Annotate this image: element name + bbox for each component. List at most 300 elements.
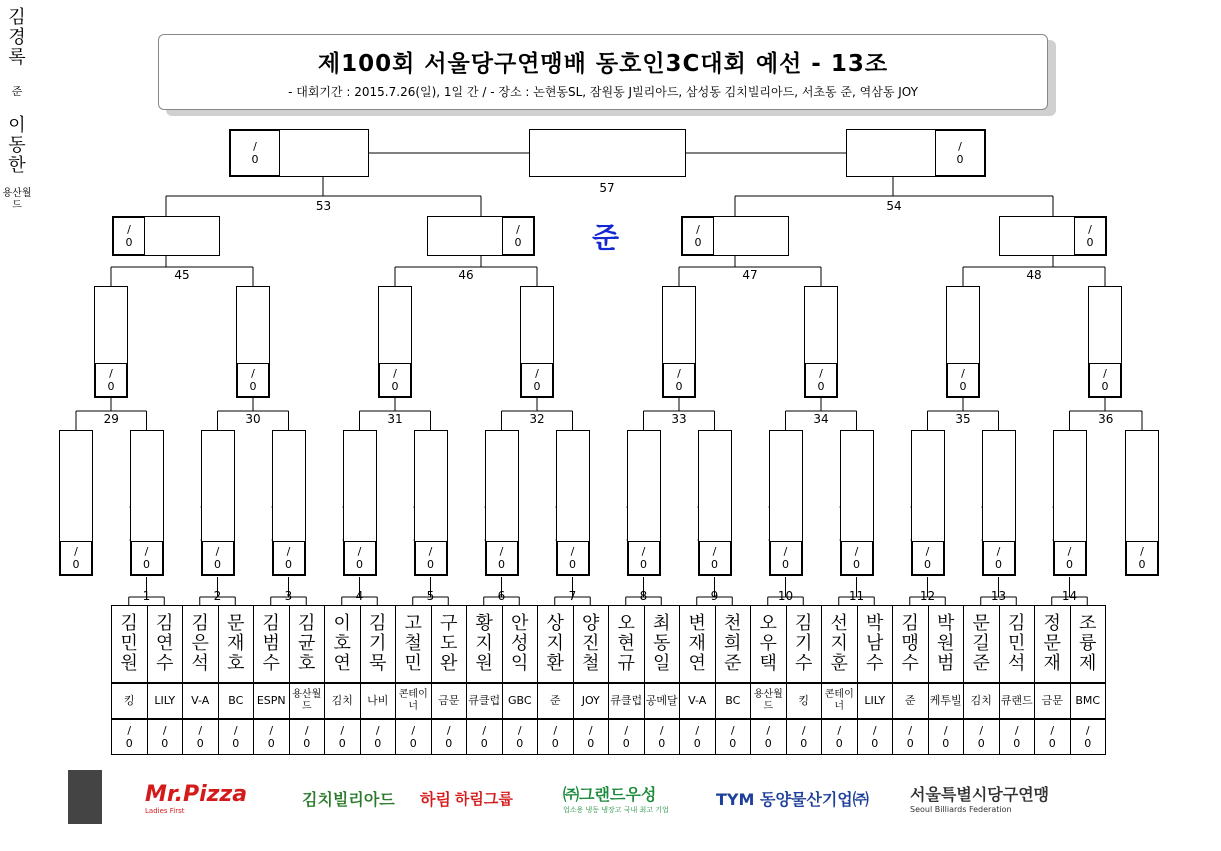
player-name	[360, 605, 397, 683]
score-slash: /	[233, 724, 238, 737]
match-number: 35	[955, 412, 971, 426]
player-name	[395, 605, 432, 683]
slot-score	[131, 541, 163, 575]
score-value: 0	[551, 737, 559, 750]
score-value: 0	[853, 558, 860, 571]
player-club: LILY	[857, 683, 894, 719]
score-slash: /	[696, 223, 700, 236]
score-value: 0	[356, 558, 363, 571]
player-name-char: 김	[156, 613, 174, 634]
player-name-char: 석	[1008, 653, 1026, 674]
player-name-char: 천	[724, 613, 742, 634]
score-slash: /	[144, 545, 149, 558]
player-name	[786, 605, 823, 683]
score-slash: /	[624, 724, 629, 737]
player-name	[218, 605, 255, 683]
score-slash: /	[411, 724, 416, 737]
player-club: 나비	[360, 683, 397, 719]
player-club: V-A	[182, 683, 219, 719]
center-venue-mark: 준	[592, 221, 620, 254]
player-name-char: 남	[866, 633, 884, 654]
match-number: 13	[990, 589, 1007, 603]
score-slash: /	[677, 367, 681, 380]
score-value: 0	[658, 737, 666, 750]
score-value: 0	[800, 737, 808, 750]
player-club: 공메달	[644, 683, 681, 719]
score-value: 0	[675, 380, 683, 393]
seed-club-left: 준	[11, 85, 23, 98]
slot-score	[1089, 363, 1121, 397]
player-name-char: 문	[1043, 633, 1061, 654]
score-value: 0	[125, 737, 133, 750]
player-name-char: 일	[653, 653, 671, 674]
player-name-char: 제	[1079, 653, 1097, 674]
player-name	[715, 605, 752, 683]
player-name	[608, 605, 645, 683]
player-name-char: 양	[582, 613, 600, 634]
score-value: 0	[835, 737, 843, 750]
page-title: 제100회 서울당구연맹배 동호인3C대회 예선 - 13조	[317, 51, 889, 77]
slot-score	[237, 363, 269, 397]
score-slash: /	[1088, 223, 1092, 236]
player-name	[821, 605, 858, 683]
player-name-char: 훈	[830, 653, 848, 674]
player-club: 큐클럽	[608, 683, 645, 719]
score-slash: /	[570, 545, 575, 558]
player-name	[111, 605, 148, 683]
sponsor-logo	[716, 782, 896, 814]
score-value: 0	[214, 558, 221, 571]
score-value: 0	[1138, 558, 1146, 571]
score-value: 0	[374, 737, 382, 750]
match-number: 53	[315, 199, 332, 213]
player-name-char: 김	[1008, 613, 1026, 634]
player-name-char: 박	[866, 613, 884, 634]
score-value: 0	[72, 558, 80, 571]
player-club: 김치	[324, 683, 361, 719]
player-club: 준	[892, 683, 929, 719]
match-number: 11	[848, 589, 865, 603]
player-score	[324, 719, 361, 755]
seed-club-right: 용산월드	[2, 188, 32, 211]
player-name	[253, 605, 290, 683]
player-score	[644, 719, 681, 755]
player-score	[431, 719, 468, 755]
player-name-char: 연	[156, 633, 174, 654]
slot-score	[935, 130, 985, 176]
match-number: 36	[1098, 412, 1114, 426]
score-slash: /	[1103, 367, 1107, 380]
player-club: 금문	[1034, 683, 1071, 719]
player-score	[1034, 719, 1071, 755]
player-name-char: 현	[617, 633, 635, 654]
slot-score	[95, 363, 127, 397]
match-number: 45	[174, 268, 190, 282]
match-number: 33	[671, 412, 687, 426]
player-name-char: 기	[795, 633, 813, 654]
score-value: 0	[125, 236, 133, 249]
slot-score	[628, 541, 660, 575]
player-name-char: 수	[262, 653, 280, 674]
sponsor-logo	[910, 782, 1080, 814]
score-slash: /	[958, 140, 962, 153]
score-slash: /	[516, 223, 520, 236]
player-name	[466, 605, 503, 683]
score-slash: /	[712, 545, 717, 558]
player-name-char: 범	[262, 633, 280, 654]
player-name-char: 호	[298, 653, 316, 674]
sponsor-name: Mr.Pizza	[145, 782, 248, 807]
score-slash: /	[695, 724, 700, 737]
player-club: 킹	[786, 683, 823, 719]
score-slash: /	[730, 724, 735, 737]
final-box	[529, 129, 686, 177]
player-name-char: 오	[759, 613, 777, 634]
player-club: 케투빌	[928, 683, 965, 719]
player-score	[395, 719, 432, 755]
player-name-char: 황	[475, 613, 493, 634]
score-slash: /	[979, 724, 984, 737]
page-subtitle: - 대회기간 : 2015.7.26(일), 1일 간 / - 장소 : 논현동SL, 잠원동 J빌리아드, 삼성동 김치빌리아드, 서초동 준, 역삼동 JOY	[288, 85, 918, 99]
sponsor-subtext: 업소용 냉동 냉장고 국내 최고 기업	[563, 806, 669, 814]
player-name-char: 연	[688, 653, 706, 674]
score-slash: /	[872, 724, 877, 737]
score-slash: /	[304, 724, 309, 737]
player-name-char: 수	[866, 653, 884, 674]
player-name-char: 맹	[901, 633, 919, 654]
score-slash: /	[1050, 724, 1055, 737]
score-slash: /	[517, 724, 522, 737]
player-name-char: 철	[404, 633, 422, 654]
score-value: 0	[959, 380, 967, 393]
score-slash: /	[1014, 724, 1019, 737]
score-slash: /	[340, 724, 345, 737]
slot-score	[379, 363, 411, 397]
player-name	[537, 605, 574, 683]
sponsor-logo	[145, 782, 275, 814]
score-value: 0	[764, 737, 772, 750]
player-name	[1034, 605, 1071, 683]
player-club: 김치	[963, 683, 1000, 719]
player-score	[750, 719, 787, 755]
score-value: 0	[480, 737, 488, 750]
player-club: 큐클럽	[466, 683, 503, 719]
player-club: BC	[218, 683, 255, 719]
player-name-char: 재	[1043, 653, 1061, 674]
player-name-char: 김	[298, 613, 316, 634]
player-name-char: 민	[120, 633, 138, 654]
score-value: 0	[817, 380, 825, 393]
player-club: 준	[537, 683, 574, 719]
player-score	[573, 719, 610, 755]
score-value: 0	[161, 737, 169, 750]
player-score	[786, 719, 823, 755]
sponsor-name: TYM 동양물산기업㈜	[716, 789, 869, 809]
player-score	[679, 719, 716, 755]
score-slash: /	[215, 545, 220, 558]
score-slash: /	[659, 724, 664, 737]
player-name-char: 균	[298, 633, 316, 654]
player-name-char: 원	[475, 653, 493, 674]
player-name-char: 원	[937, 633, 955, 654]
player-name-char: 수	[156, 653, 174, 674]
score-slash: /	[74, 545, 78, 558]
score-slash: /	[801, 724, 806, 737]
score-slash: /	[482, 724, 487, 737]
player-name-char: 범	[937, 653, 955, 674]
player-score	[111, 719, 148, 755]
score-value: 0	[1048, 737, 1056, 750]
player-name-char: 호	[333, 633, 351, 654]
player-score	[1070, 719, 1107, 755]
player-score	[892, 719, 929, 755]
player-score	[537, 719, 574, 755]
player-name-char: 김	[120, 613, 138, 634]
score-value: 0	[942, 737, 950, 750]
player-club: 용산월드	[289, 683, 326, 719]
score-value: 0	[285, 558, 292, 571]
score-slash: /	[854, 545, 859, 558]
sponsor-name: 김치빌리아드	[302, 789, 395, 809]
player-club: BC	[715, 683, 752, 719]
score-value: 0	[267, 737, 275, 750]
match-number: 32	[529, 412, 545, 426]
score-value: 0	[409, 737, 417, 750]
player-name-char: 지	[475, 633, 493, 654]
player-name-char: 호	[227, 653, 245, 674]
player-name-char: 구	[440, 613, 458, 634]
player-name-char: 지	[546, 633, 564, 654]
player-name-char: 동	[653, 633, 671, 654]
score-slash: /	[588, 724, 593, 737]
score-value: 0	[196, 737, 204, 750]
player-score	[502, 719, 539, 755]
sponsor-subtext: 하림그룹	[454, 789, 513, 808]
match-number: 4	[355, 589, 364, 603]
score-value: 0	[622, 737, 630, 750]
player-club: 금문	[431, 683, 468, 719]
player-score	[182, 719, 219, 755]
score-value: 0	[640, 558, 647, 571]
match-number: 3	[284, 589, 293, 603]
slot-score	[699, 541, 731, 575]
score-slash: /	[286, 545, 291, 558]
player-name	[182, 605, 219, 683]
player-name-char: 박	[937, 613, 955, 634]
score-value: 0	[587, 737, 595, 750]
player-name-char: 준	[972, 653, 990, 674]
score-value: 0	[427, 558, 434, 571]
score-slash: /	[127, 724, 132, 737]
slot-score	[770, 541, 802, 575]
sponsor-logo	[302, 782, 412, 814]
match-number: 12	[919, 589, 936, 603]
sponsor-name: 하림	[420, 789, 451, 809]
player-score	[608, 719, 645, 755]
seed-score	[1126, 541, 1158, 575]
score-slash: /	[253, 140, 257, 153]
score-value: 0	[711, 558, 718, 571]
player-name-char: 수	[795, 653, 813, 674]
player-name-char: 익	[511, 653, 529, 674]
score-value: 0	[693, 737, 701, 750]
score-value: 0	[391, 380, 399, 393]
score-value: 0	[782, 558, 789, 571]
player-name-char: 조	[1079, 613, 1097, 634]
slot-score	[230, 130, 280, 176]
match-number: 46	[458, 268, 474, 282]
seed-name-char: 이	[8, 115, 26, 136]
player-name-char: 연	[333, 653, 351, 674]
slot-score	[663, 363, 695, 397]
player-name	[1070, 605, 1107, 683]
match-number: 6	[497, 589, 506, 603]
slot-score	[521, 363, 553, 397]
slot-score	[202, 541, 234, 575]
match-number: 1	[142, 589, 151, 603]
match-number: 10	[777, 589, 794, 603]
slot-score	[947, 363, 979, 397]
player-club: 큐랜드	[999, 683, 1036, 719]
score-value: 0	[249, 380, 257, 393]
match-number: 48	[1026, 268, 1042, 282]
sponsor-logo	[563, 782, 703, 814]
player-name-char: 이	[333, 613, 351, 634]
player-name-char: 수	[901, 653, 919, 674]
match-number: 29	[103, 412, 119, 426]
player-score	[218, 719, 255, 755]
player-name-char: 길	[972, 633, 990, 654]
score-slash: /	[1067, 545, 1072, 558]
player-name	[502, 605, 539, 683]
match-number: 31	[387, 412, 403, 426]
sponsor-logo	[420, 782, 545, 814]
player-name-char: 문	[227, 613, 245, 634]
score-slash: /	[375, 724, 380, 737]
player-club: 콘테이너	[395, 683, 432, 719]
slot-score	[113, 217, 145, 255]
match-number: 57	[599, 181, 615, 195]
player-name	[928, 605, 965, 683]
score-value: 0	[232, 737, 240, 750]
player-name	[750, 605, 787, 683]
match-number: 34	[813, 412, 829, 426]
score-slash: /	[198, 724, 203, 737]
player-name-char: 진	[582, 633, 600, 654]
player-name-char: 정	[1043, 613, 1061, 634]
slot-score	[1054, 541, 1086, 575]
player-club: 용산월드	[750, 683, 787, 719]
score-value: 0	[1101, 380, 1109, 393]
seed-name-char: 김	[8, 7, 26, 28]
player-name-char: 재	[688, 633, 706, 654]
player-club: LILY	[147, 683, 184, 719]
player-club: ESPN	[253, 683, 290, 719]
player-name-char: 은	[191, 633, 209, 654]
score-value: 0	[924, 558, 931, 571]
player-name-char: 규	[617, 653, 635, 674]
player-score	[963, 719, 1000, 755]
player-name-char: 우	[759, 633, 777, 654]
slot-score	[415, 541, 447, 575]
score-value: 0	[251, 153, 259, 166]
slot-score	[1074, 217, 1106, 255]
player-name	[431, 605, 468, 683]
match-number: 30	[245, 412, 261, 426]
player-name-char: 환	[546, 653, 564, 674]
player-club: V-A	[679, 683, 716, 719]
score-value: 0	[569, 558, 576, 571]
score-value: 0	[303, 737, 311, 750]
score-slash: /	[1140, 545, 1144, 558]
score-slash: /	[446, 724, 451, 737]
score-slash: /	[535, 367, 539, 380]
player-name	[324, 605, 361, 683]
score-slash: /	[357, 545, 362, 558]
player-name-char: 희	[724, 633, 742, 654]
score-value: 0	[107, 380, 115, 393]
player-name-char: 재	[227, 633, 245, 654]
score-value: 0	[1013, 737, 1021, 750]
score-value: 0	[338, 737, 346, 750]
player-name-char: 문	[972, 613, 990, 634]
score-slash: /	[908, 724, 913, 737]
player-name-char: 김	[901, 613, 919, 634]
player-name-char: 민	[1008, 633, 1026, 654]
player-name-char: 철	[582, 653, 600, 674]
player-name-char: 김	[369, 613, 387, 634]
score-value: 0	[1084, 737, 1092, 750]
score-value: 0	[977, 737, 985, 750]
player-name-char: 준	[724, 653, 742, 674]
player-name-char: 김	[795, 613, 813, 634]
score-value: 0	[1066, 558, 1073, 571]
seed-name-char: 한	[8, 155, 26, 176]
match-number: 54	[886, 199, 902, 213]
match-number: 5	[426, 589, 435, 603]
player-score	[857, 719, 894, 755]
seed-score	[60, 541, 92, 575]
player-name-char: 상	[546, 613, 564, 634]
score-slash: /	[162, 724, 167, 737]
player-name-char: 륭	[1079, 633, 1097, 654]
player-name-char: 고	[404, 613, 422, 634]
sponsor-name: ㈜그랜드우성	[563, 785, 657, 804]
player-name	[679, 605, 716, 683]
slot-score	[841, 541, 873, 575]
player-name	[999, 605, 1036, 683]
player-name-char: 김	[262, 613, 280, 634]
slot-score	[502, 217, 534, 255]
score-slash: /	[837, 724, 842, 737]
player-name	[857, 605, 894, 683]
match-number: 2	[213, 589, 222, 603]
score-slash: /	[961, 367, 965, 380]
player-name	[573, 605, 610, 683]
player-name-char: 오	[617, 613, 635, 634]
player-score	[289, 719, 326, 755]
score-slash: /	[641, 545, 646, 558]
score-slash: /	[943, 724, 948, 737]
player-name-char: 안	[511, 613, 529, 634]
score-value: 0	[956, 153, 964, 166]
player-name-char: 원	[120, 653, 138, 674]
score-slash: /	[819, 367, 823, 380]
score-value: 0	[516, 737, 524, 750]
slot-score	[486, 541, 518, 575]
player-club: GBC	[502, 683, 539, 719]
score-slash: /	[766, 724, 771, 737]
